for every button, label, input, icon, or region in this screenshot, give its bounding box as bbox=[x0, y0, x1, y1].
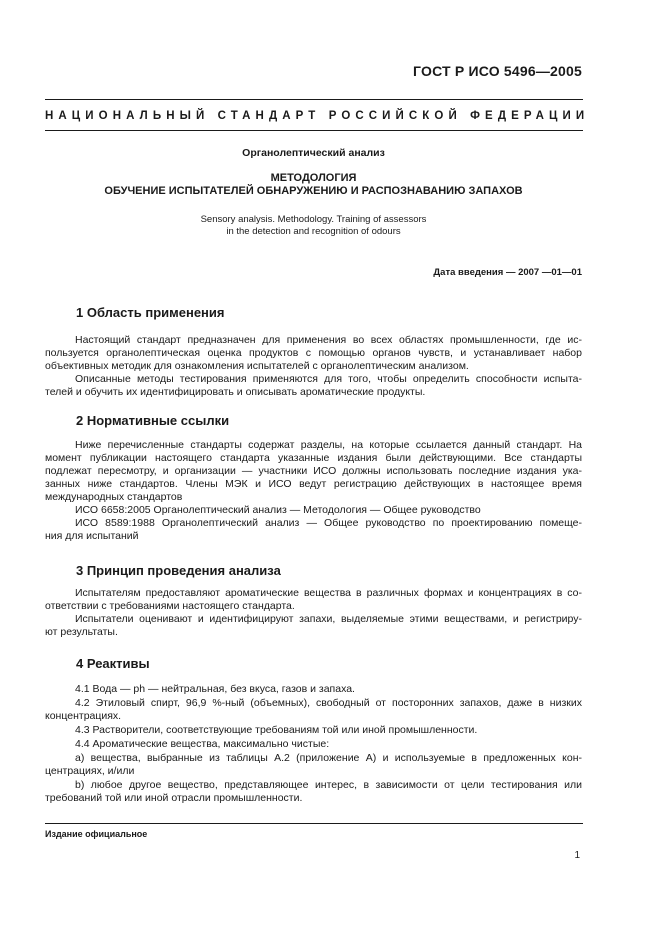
document-code: ГОСТ Р ИСО 5496—2005 bbox=[413, 63, 582, 79]
paragraph-line: Ниже перечисленные стандарты содержат разделы, на которые ссылается данный стандарт. На bbox=[75, 439, 582, 451]
paragraph-line: концентрациях. bbox=[45, 710, 122, 722]
english-title-line-1: Sensory analysis. Methodology. Training of assessors bbox=[200, 214, 427, 225]
reference-item: ИСО 8589:1988 Органолептический анализ — Общее руководство по проектированию помеще- bbox=[75, 517, 582, 529]
paragraph-line: ют результаты. bbox=[45, 626, 118, 638]
paragraph-line: ния для испытаний bbox=[45, 530, 139, 542]
paragraph-line: занных ниже стандартов. Члены МЭК и ИСО ведут регистрацию действующих в настоящее время bbox=[45, 478, 582, 490]
top-rule bbox=[45, 99, 583, 100]
paragraph-line: Описанные методы тестирования применяются для того, чтобы определить способности испыта- bbox=[75, 373, 582, 385]
paragraph-line: Испытателям предоставляют ароматические вещества в различных формах и концентрациях в со- bbox=[75, 587, 582, 599]
bottom-rule bbox=[45, 130, 583, 131]
paragraph-line: Испытатели оценивают и идентифицируют запахи, выделяемые этими веществами, и регистриру- bbox=[75, 613, 582, 625]
paragraph-line: момент публикации настоящего стандарта указанные издания были действующими. Все стандарты bbox=[45, 452, 582, 464]
list-item: b) любое другое вещество, представляющее интерес, в зависимости от цели тестирования или bbox=[75, 779, 582, 791]
edition-label: Издание официальное bbox=[45, 829, 148, 839]
footer-rule bbox=[45, 823, 583, 824]
paragraph-line: центрациях, и/или bbox=[45, 765, 135, 777]
paragraph-line: подлежат пересмотру, и организации — участники ИСО должны использовать последние издания ука- bbox=[45, 465, 582, 477]
list-item: 4.1 Вода — ph — нейтральная, без вкуса, газов и запаха. bbox=[75, 683, 355, 695]
list-item: а) вещества, выбранные из таблицы А.2 (приложение А) и используемые в предложенных кон- bbox=[75, 752, 582, 764]
english-title-line-2: in the detection and recognition of odours bbox=[226, 226, 401, 237]
reference-item: ИСО 6658:2005 Органолептический анализ — Методология — Общее руководство bbox=[75, 504, 481, 516]
section-heading: 4 Реактивы bbox=[76, 656, 150, 671]
main-title-line-2: ОБУЧЕНИЕ ИСПЫТАТЕЛЕЙ ОБНАРУЖЕНИЮ И РАСПОЗНАВАНИЮ ЗАПАХОВ bbox=[104, 185, 523, 197]
list-item: 4.4 Ароматические вещества, максимально чистые: bbox=[75, 738, 330, 750]
section-heading: 1 Область применения bbox=[76, 305, 225, 320]
page-number: 1 bbox=[574, 850, 580, 861]
list-item: 4.3 Растворители, соответствующие требованиям той или иной промышленности. bbox=[75, 724, 478, 736]
list-item: 4.2 Этиловый спирт, 96,9 %-ный (объемных), свободный от посторонних запахов, даже в низких bbox=[75, 697, 582, 709]
section-heading: 3 Принцип проведения анализа bbox=[76, 563, 281, 578]
paragraph-line: телей и обучить их идентифицировать и описывать ароматические продукты. bbox=[45, 386, 426, 398]
paragraph-line: Настоящий стандарт предназначен для применения во всех областях промышленности, где ис- bbox=[75, 334, 582, 346]
paragraph-line: объективных методик для ознакомления испытателей с органолептическим анализом. bbox=[45, 360, 469, 372]
effective-date: Дата введения — 2007 —01—01 bbox=[433, 267, 582, 278]
paragraph-line: требований той или иной отрасли промышленности. bbox=[45, 792, 303, 804]
subject-title: Органолептический анализ bbox=[242, 147, 385, 159]
section-heading: 2 Нормативные ссылки bbox=[76, 413, 230, 428]
paragraph-line: международных стандартов bbox=[45, 491, 183, 503]
national-standard-banner: НАЦИОНАЛЬНЫЙ СТАНДАРТ РОССИЙСКОЙ ФЕДЕРАЦИИ bbox=[45, 110, 590, 122]
paragraph-line: пользуется органолептическая оценка продуктов с помощью органов чувств, и устанавливает набор bbox=[45, 347, 582, 359]
paragraph-line: ответствии с требованиями настоящего стандарта. bbox=[45, 600, 295, 612]
main-title-line-1: МЕТОДОЛОГИЯ bbox=[270, 172, 357, 184]
